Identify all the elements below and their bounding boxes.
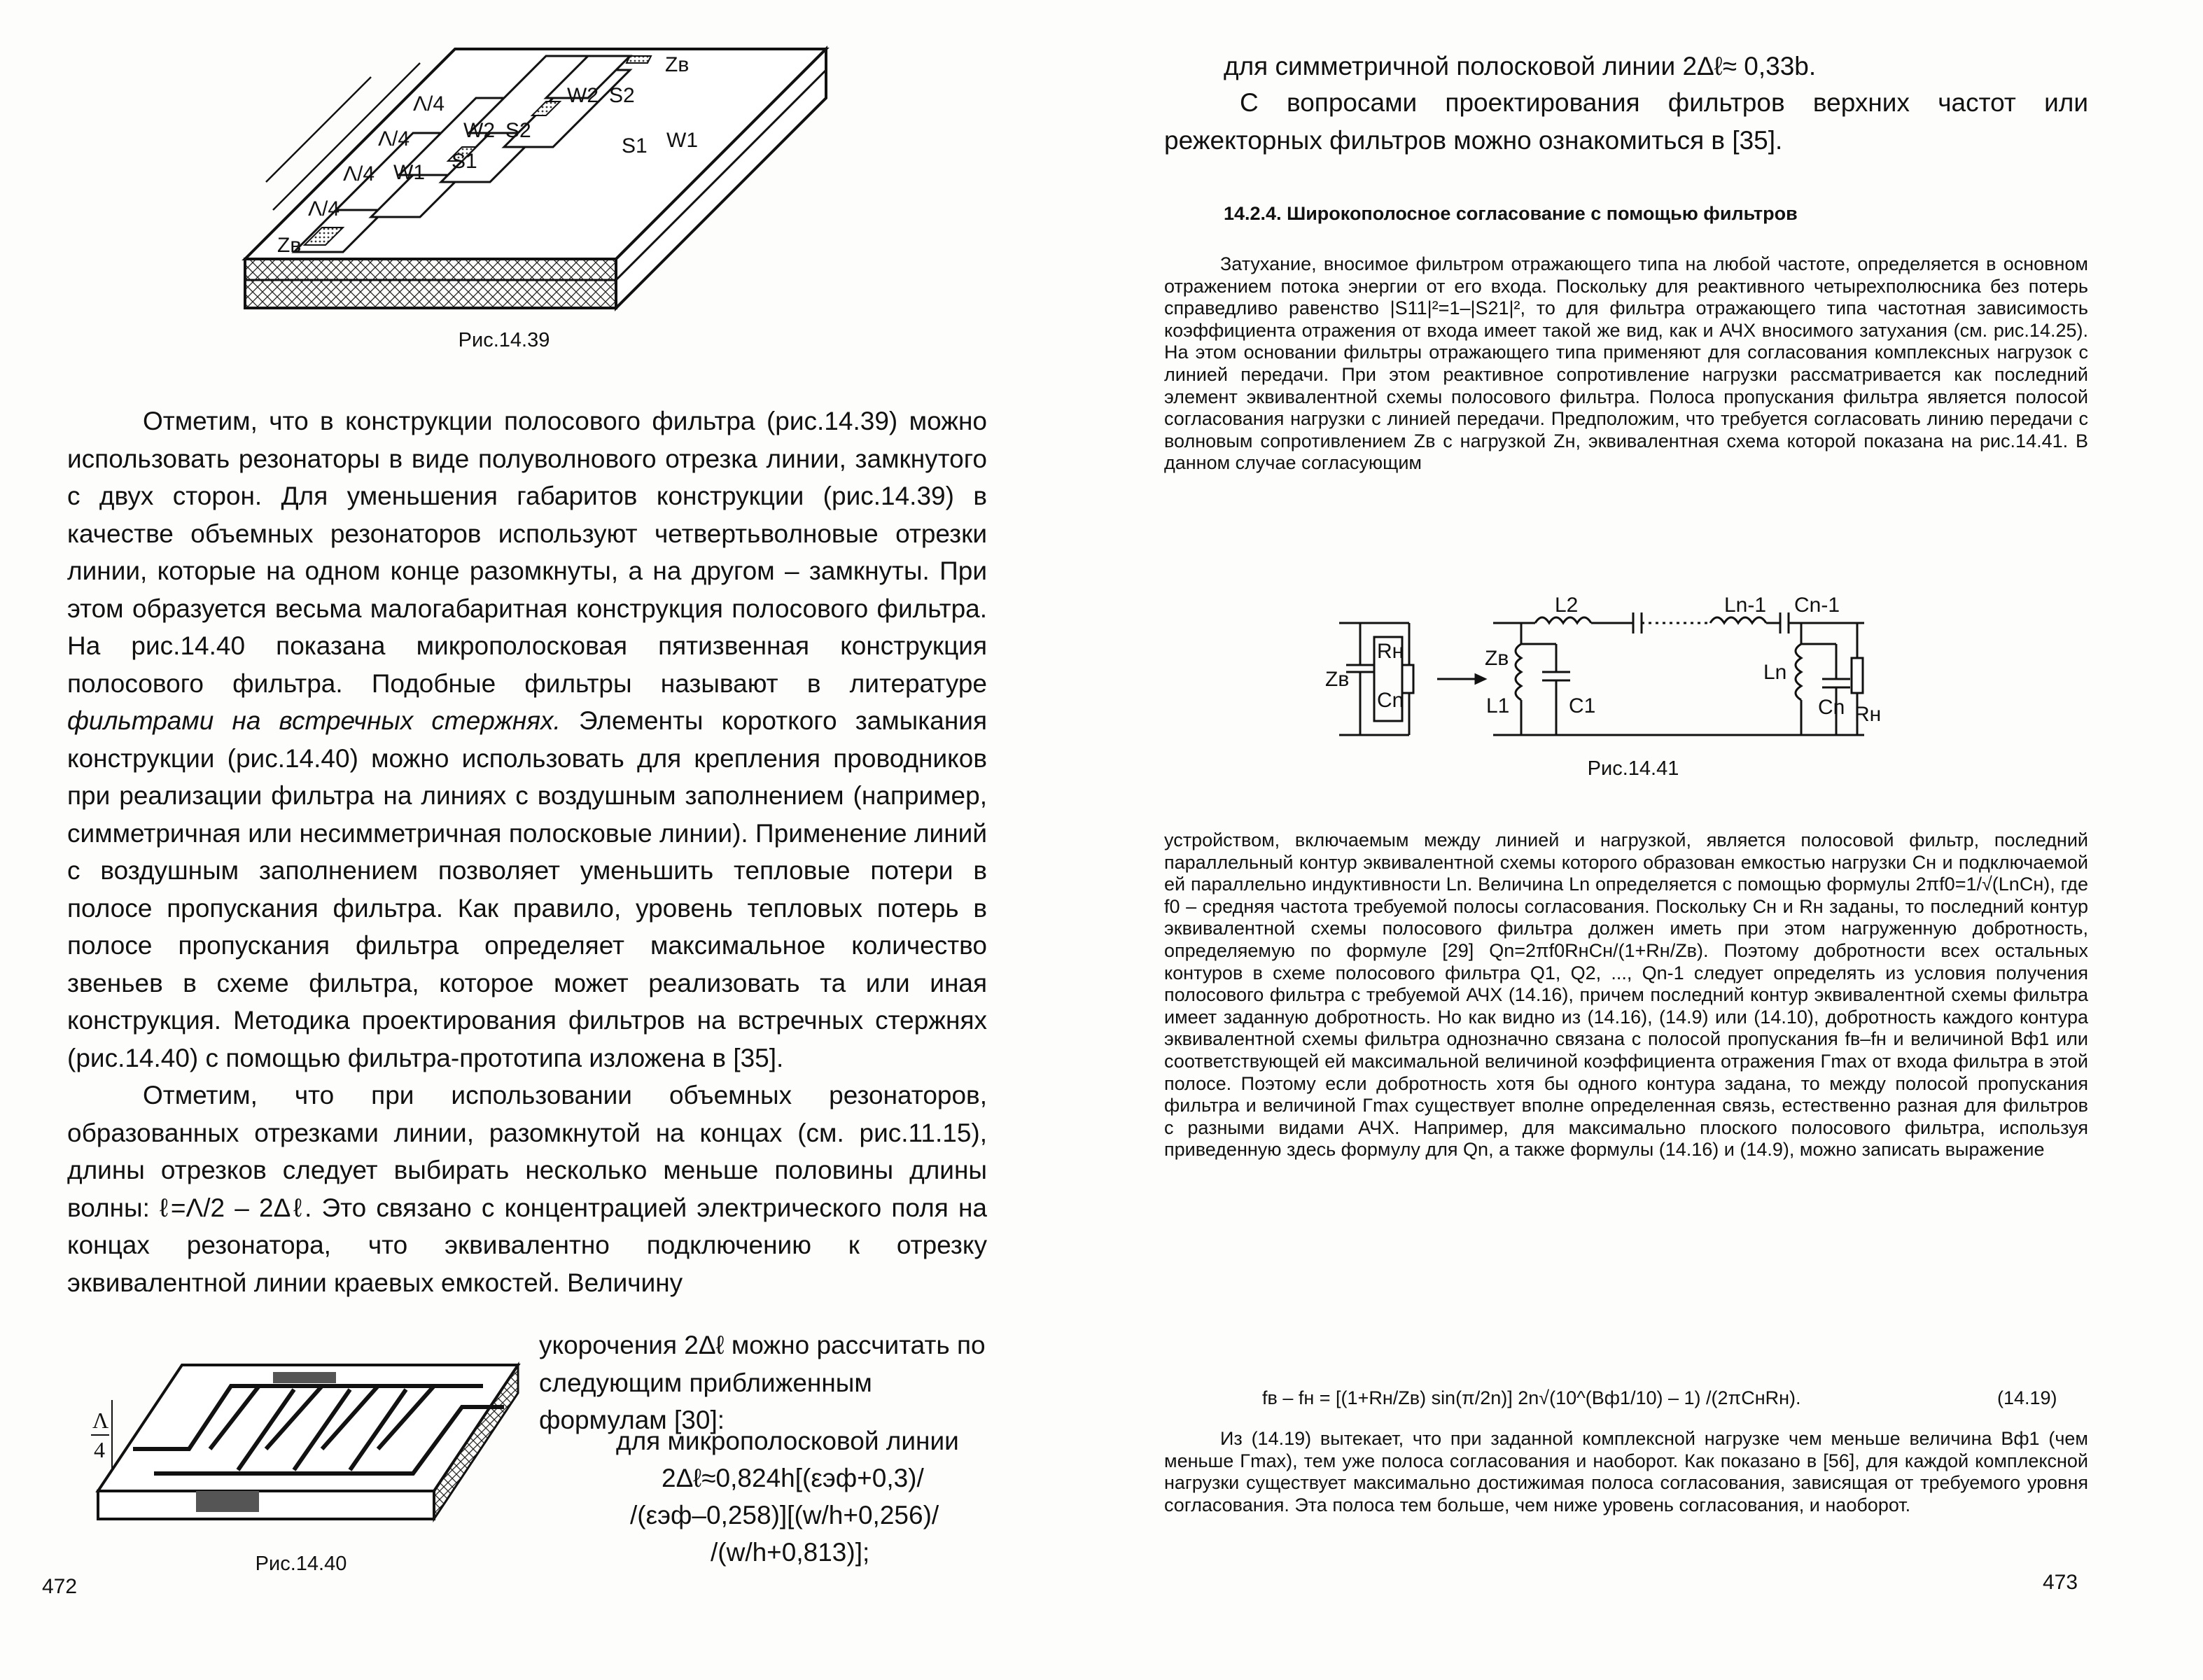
label-w2-a: W2	[567, 84, 599, 107]
right-top-paragraph: С вопросами проектирования фильтров верхних частот или режекторных фильтров можно ознакомиться в [35].	[1164, 88, 2088, 155]
right-page	[1101, 0, 2203, 1680]
c-cn1: Cn	[1377, 689, 1404, 712]
figure-14-41-caption: Рис.14.41	[1587, 757, 1679, 780]
c-ln1: Ln-1	[1724, 594, 1767, 617]
left-body-text	[67, 402, 987, 1301]
left-page	[0, 0, 1101, 1680]
label-s2-b: S2	[505, 119, 531, 142]
c-zb2: Zв	[1485, 647, 1509, 670]
micro-formula-2: /(εэф–0,258)][(w/h+0,256)/	[630, 1501, 939, 1530]
label-lambda-4: Λ/4	[308, 197, 340, 220]
figure-14-40	[91, 1344, 525, 1547]
right-paragraph-3: Из (14.19) вытекает, что при заданной комплексной нагрузке чем меньше величина Bф1 (чем меньше Γmax), тем уже полоса согласования и наоборот. Как показано в [56], для каждой комплексной нагрузки существует максимально достижимая полоса согласования, зависящая от требуемого уровня согласования. Эта полоса тем больше, чем ниже уровень согласования, и наоборот.	[1164, 1428, 2088, 1516]
left-paragraph-1: Отметим, что в конструкции полосового фильтра (рис.14.39) можно использовать резонаторы в виде полуволнового отрезка линии, замкнутого с двух сторон. Для уменьшения габаритов конструкции (рис.14.39) в качестве объемных резонаторов используют четвертьволновые отрезки линии, которые на одном конце разомкнуты, а на другом – замкнуты. При этом образуется весьма малогабаритная конструкция полосового фильтра. На рис.14.40 показана микрополосковая пятизвенная конструкция полосового фильтра. Подобные фильтры называют в литературе фильтрами на встречных стержнях. Элементы короткого замыкания конструкции (рис.14.40) можно использовать для крепления проводников при реализации фильтра на линиях с воздушным заполнением (например, симметричная или несимметричная полосковые линии). Применение линий с воздушным заполнением позволяет уменьшить тепловые потери в полосе пропускания фильтра. Как правило, уровень тепловых потерь в полосе пропускания фильтра определяет максимальное количество звеньев в схеме фильтра, которое может реализовать та или иная конструкция. Методика проектирования фильтров на встречных стержнях (рис.14.40) с помощью фильтра-прототипа изложена в [35].	[67, 407, 987, 1072]
figure-14-39-caption: Рис.14.39	[458, 329, 550, 351]
right-paragraph-1: Затухание, вносимое фильтром отражающего типа на любой частоте, определяется в основном отражением потока энергии от его входа. Поскольку для реактивного четырехполюсника без потерь справедливо равенство |S11|²=1–|S21|², то для фильтра отражающего типа частотная зависимость коэффициента отражения от входа имеет такой же вид, как и АЧХ вносимого затухания (см. рис.14.25). На этом основании фильтры отражающего типа применяют для согласования комплексных нагрузок с линией передачи. При этом реактивное сопротивление нагрузки рассматривается как последний элемент эквивалентной схемы полосового фильтра. Полоса пропускания фильтра является полосой согласования нагрузки с линией передачи. Предположим, что требуется согласовать линию передачи с волновым сопротивлением Zв с нагрузкой Zн, эквивалентная схема которой показана на рис.14.41. В данном случае согласующим	[1164, 253, 2088, 474]
right-paragraph-2: устройством, включаемым между линией и нагрузкой, является полосовой фильтр, последний параллельный контур эквивалентной схемы которого образован емкостью нагрузки Cн и подключаемой ей параллельно индуктивности Ln. Величина Ln определяется с помощью формулы 2πf0=1/√(LnCн), где f0 – средняя частота требуемой полосы согласования. Поскольку Cн и Rн заданы, то последний контур эквивалентной схемы полосового фильтра должен иметь при этом нагруженную добротность, определяемую по формуле [29] Qn=2πf0RнCн/(1+Rн/Zв). Поэтому добротности всех остальных контуров в схеме полосового фильтра Q1, Q2, ..., Qn-1 следует определять из условия получения полосового фильтра с требуемой АЧХ (14.16), причем последний контур эквивалентной схемы фильтра имеет заданную добротность. Но как видно из (14.16), (14.9) или (14.10), добротность каждого контура эквивалентной схемы фильтра однозначно связана с полосой пропускания fв–fн и величиной Bф1 или соответствующей ей максимальной величиной коэффициента отражения Γmax от входа фильтра в этой полосе. Поэтому если добротность хотя бы одного контура задана, то между полосой пропускания фильтра и величиной Γmax существует вполне определенная связь, естественно разная для фильтров с разными видами АЧХ. Например, для максимально плоского полосового фильтра, используя приведенную здесь формулу для Qn, а также формулы (14.16) и (14.9), можно записать выражение	[1164, 830, 2088, 1161]
page-number-left: 472	[42, 1575, 78, 1598]
figure-14-41	[1325, 594, 1882, 763]
c-zb1: Zв	[1325, 668, 1350, 691]
c-c1: C1	[1569, 694, 1596, 718]
label-lambda-1: Λ/4	[413, 92, 445, 115]
figure-14-40-caption: Рис.14.40	[255, 1553, 347, 1575]
micro-label: для микрополосковой линии	[616, 1427, 959, 1455]
page-number-right: 473	[2043, 1571, 2078, 1594]
c-l1: L1	[1486, 694, 1510, 718]
label-lambda-2: Λ/4	[378, 127, 410, 150]
label-w1-a: W1	[666, 129, 698, 152]
label-s2-a: S2	[609, 84, 635, 107]
figure-14-39	[238, 42, 826, 322]
fig2-lambda-num: Λ	[92, 1408, 109, 1433]
c-cn2: Cn	[1818, 696, 1845, 719]
c-ln: Ln	[1763, 661, 1787, 684]
equation-number: (14.19)	[1997, 1387, 2057, 1408]
equation-14-19: fв – fн = [(1+Rн/Zв) sin(π/2n)] 2n√(10^(Bф1/10) – 1) /(2πCнRн).	[1262, 1387, 1801, 1408]
fig2-lambda-den: 4	[94, 1437, 105, 1462]
label-s1-b: S1	[452, 150, 477, 173]
label-zb-bottom: Zв	[277, 234, 302, 257]
label-w1-b: W1	[393, 161, 425, 184]
label-s1-a: S1	[622, 134, 648, 158]
micro-formula-1: 2Δℓ≈0,824h[(εэф+0,3)/	[662, 1464, 924, 1492]
c-rn2: Rн	[1854, 703, 1882, 726]
label-lambda-3: Λ/4	[343, 162, 375, 186]
c-l2: L2	[1555, 594, 1579, 617]
left-paragraph-2: Отметим, что при использовании объемных резонаторов, образованных отрезками линии, разомкнутой на концах (см. рис.11.15), длины отрезков следует выбирать несколько меньше половины длины волны: ℓ=Λ/2 – 2Δℓ. Это связано с концентрацией электрического поля на концах резонатора, что эквивалентно подключению к отрезку эквивалентной линии краевых емкостей. Величину	[67, 1081, 987, 1297]
substrate-front	[245, 259, 616, 308]
left-side-text: укорочения 2Δℓ можно рассчитать по следующим приближенным формулам [30]:	[539, 1331, 986, 1434]
c-rn1: Rн	[1377, 640, 1404, 663]
micro-formula-3: /(w/h+0,813)];	[711, 1538, 870, 1567]
right-top-line: для симметричной полосковой линии 2Δℓ≈ 0,33b.	[1224, 52, 1817, 80]
section-heading: 14.2.4. Широкополосное согласование с помощью фильтров	[1224, 203, 1798, 224]
label-w2-b: W2	[463, 119, 495, 142]
c-cn-1: Cn-1	[1794, 594, 1840, 617]
italic-term: фильтрами на встречных стержнях.	[67, 706, 561, 735]
label-zb-top: Zв	[665, 53, 690, 76]
